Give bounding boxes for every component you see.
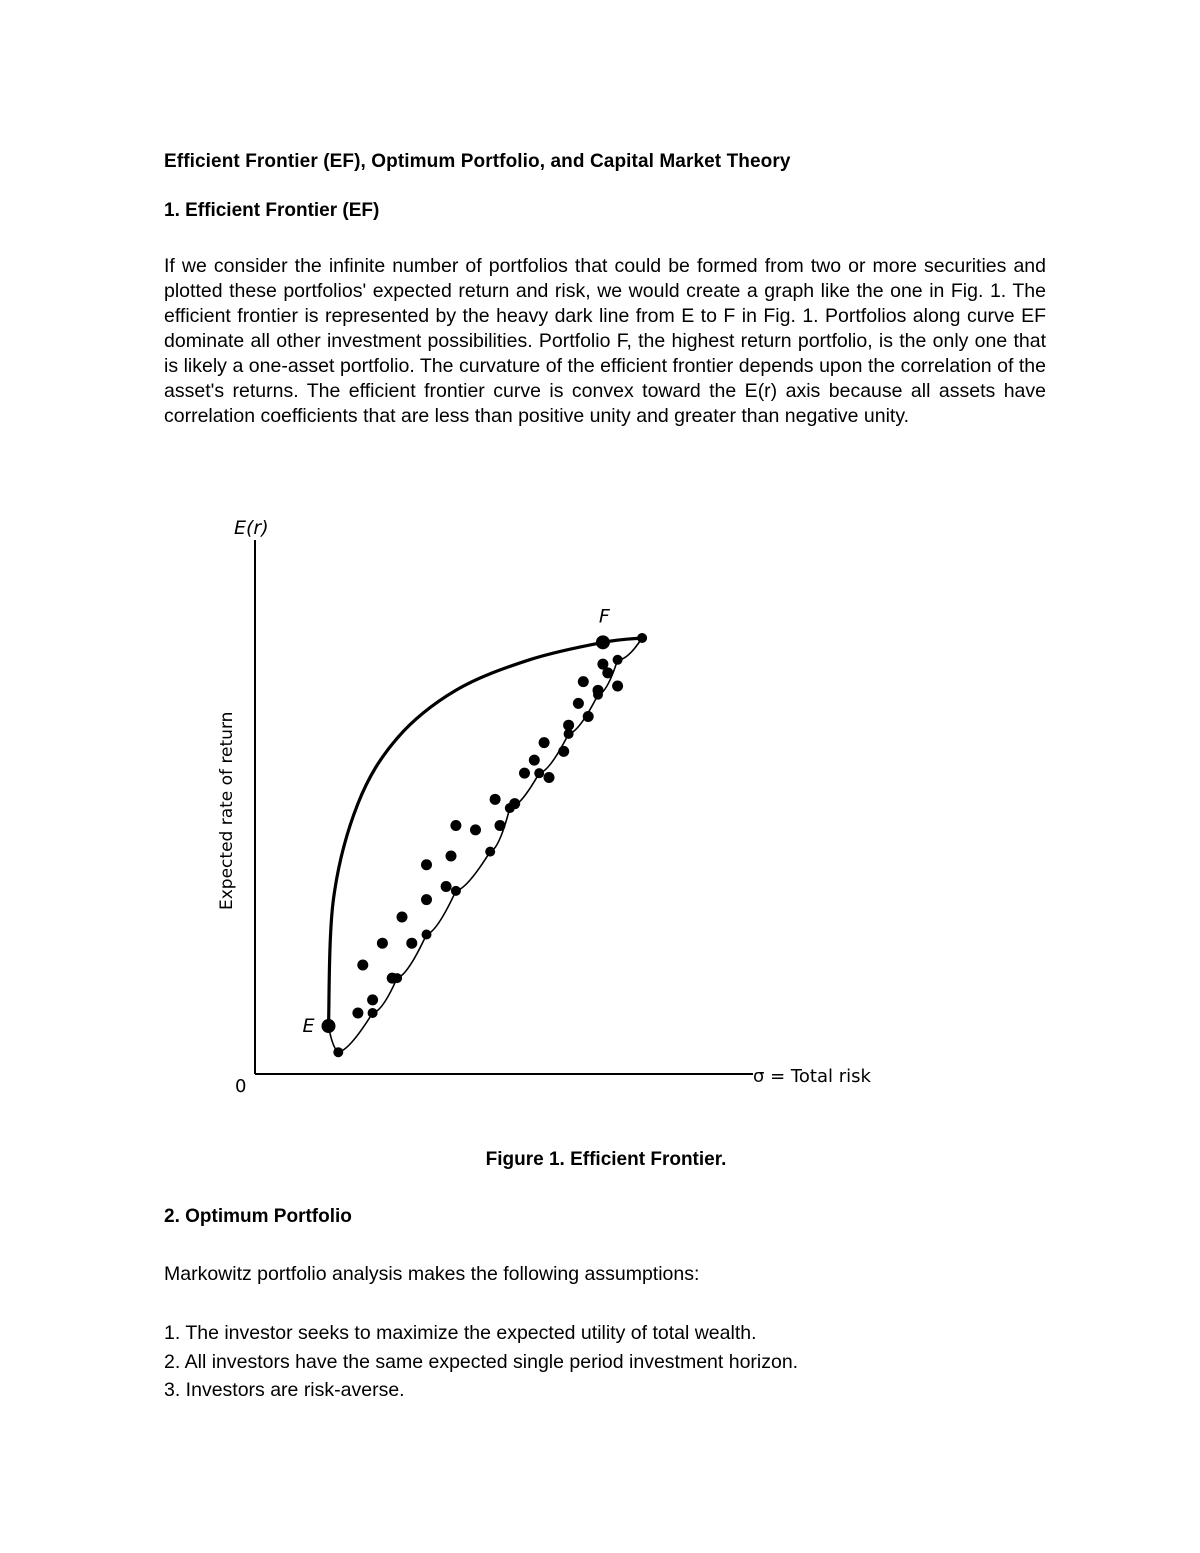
portfolio-point	[397, 912, 408, 923]
portfolio-point	[421, 859, 432, 870]
portfolio-point	[578, 676, 589, 687]
point-e	[322, 1019, 336, 1033]
portfolio-point	[446, 851, 457, 862]
portfolio-point	[352, 1007, 363, 1018]
boundary-point	[613, 655, 623, 665]
section-paragraph-efficient-frontier: If we consider the infinite number of portfolios that could be formed from two or more securities and plotted these portfolios' expected return and risk, we would create a graph like the one in Fig. 1. The efficient frontier is represented by the heavy dark line from E to F in Fig. 1. Portfolios along curve EF dominate all other investment possibilities. Portfolio F, the highest return portfolio, is the only one that is likely a one-asset portfolio. The curvature of the efficient frontier depends upon the correlation of the asset's returns. The efficient frontier curve is convex toward the E(r) axis because all assets have correlation coefficients that are less than positive unity and greater than negative unity.	[164, 255, 1046, 427]
point-f	[596, 635, 610, 649]
portfolio-point	[450, 820, 461, 831]
portfolio-point	[490, 794, 501, 805]
boundary-point	[422, 929, 432, 939]
boundary-point	[333, 1047, 343, 1057]
annotation-label-f: F	[598, 605, 610, 628]
portfolio-point	[558, 746, 569, 757]
portfolio-point	[602, 667, 613, 678]
chart-points	[322, 633, 648, 1057]
assumptions-list	[164, 1319, 798, 1405]
x-axis-label: σ = Total risk	[753, 1066, 871, 1087]
portfolio-point	[357, 960, 368, 971]
chart-curves	[329, 638, 643, 1052]
portfolio-point	[377, 938, 388, 949]
list-item: 3. Investors are risk-averse.	[164, 1379, 405, 1401]
boundary-point	[534, 768, 544, 778]
portfolio-point	[519, 768, 530, 779]
annotation-label-e: E	[302, 1015, 315, 1038]
portfolio-point	[573, 698, 584, 709]
boundary-point	[485, 847, 495, 857]
portfolio-point	[387, 973, 398, 984]
portfolio-point	[495, 820, 506, 831]
chart-labels	[217, 517, 871, 1097]
portfolio-point	[509, 798, 520, 809]
portfolio-point	[612, 680, 623, 691]
portfolio-point	[539, 737, 550, 748]
section-heading-optimum-portfolio: 2. Optimum Portfolio	[164, 1206, 352, 1227]
boundary-point	[451, 886, 461, 896]
boundary-point	[637, 633, 647, 643]
figure-caption: Figure 1. Efficient Frontier.	[485, 1149, 727, 1170]
list-item: 1. The investor seeks to maximize the expected utility of total wealth.	[164, 1322, 757, 1344]
portfolio-point	[421, 894, 432, 905]
document-title: Efficient Frontier (EF), Optimum Portfolio, and Capital Market Theory	[164, 151, 791, 172]
origin-label: 0	[235, 1076, 247, 1097]
portfolio-point	[441, 881, 452, 892]
portfolio-point	[529, 755, 540, 766]
section-heading-efficient-frontier: 1. Efficient Frontier (EF)	[164, 200, 380, 221]
portfolio-point	[406, 938, 417, 949]
portfolio-point	[544, 772, 555, 783]
lower-boundary-curve	[338, 638, 642, 1052]
portfolio-point	[470, 824, 481, 835]
portfolio-point	[367, 994, 378, 1005]
portfolio-point	[593, 685, 604, 696]
list-item: 2. All investors have the same expected single period investment horizon.	[164, 1350, 799, 1373]
portfolio-point	[563, 720, 574, 731]
portfolio-point	[583, 711, 594, 722]
y-axis-symbol: E(r)	[234, 517, 269, 539]
efficient-frontier-figure	[200, 500, 900, 1120]
section-intro-optimum-portfolio: Markowitz portfolio analysis makes the following assumptions:	[164, 1263, 700, 1285]
efficient-frontier-chart	[200, 500, 900, 1120]
boundary-point	[368, 1008, 378, 1018]
y-axis-label: Expected rate of return	[217, 711, 237, 910]
